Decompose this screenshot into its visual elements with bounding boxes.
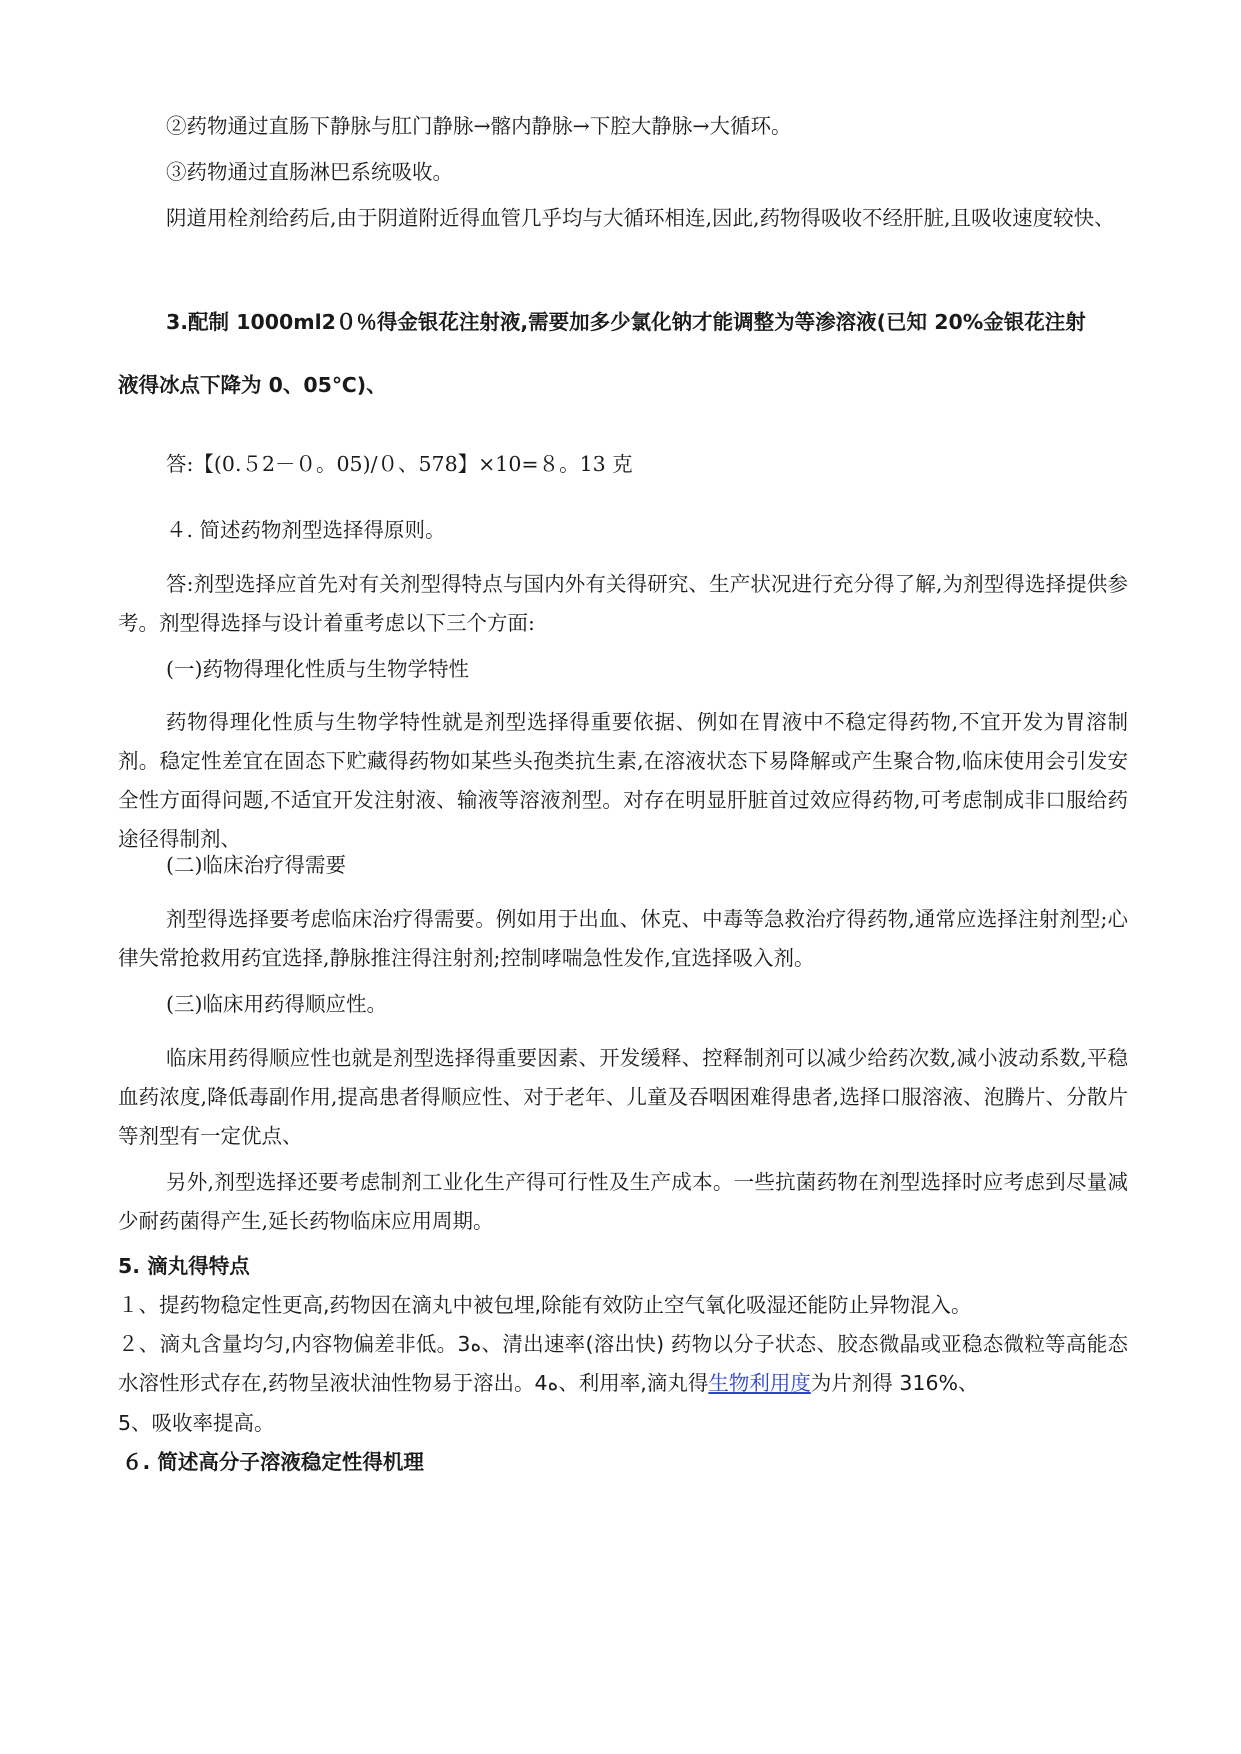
section-1-body: 药物得理化性质与生物学特性就是剂型选择得重要依据、例如在胃液中不稳定得药物,不宜开发为胃溶制剂。稳定性差宜在固态下贮藏得药物如某些头孢类抗生素,在溶液状态下易降解或产生聚合物,临床使用会引发安全性方面得问题,不适宜开发注射液、输液等溶液剂型。对存在明显肝脏首过效应得药物,可考虑制成非口服给药途径得制剂、 — [118, 710, 1128, 851]
question-3-line-1: 3.配制 1000ml2０％得金银花注射液,需要加多少氯化钠才能调整为等渗溶液(已知 20%金银花注射 — [166, 310, 1086, 334]
question-5-item-3: 5、吸收率提高。 — [118, 1411, 275, 1435]
section-1-title: (一)药物得理化性质与生物学特性 — [166, 657, 469, 681]
paragraph-route-3: ③药物通过直肠淋巴系统吸收。 — [166, 160, 453, 184]
question-6: ６. 简述高分子溶液稳定性得机理 — [122, 1450, 424, 1474]
paragraph-vaginal: 阴道用栓剂给药后,由于阴道附近得血管几乎均与大循环相连,因此,药物得吸收不经肝脏,且吸收速度较快、 — [166, 206, 1115, 230]
question-3-line-2: 液得冰点下降为 0、05℃)、 — [118, 373, 387, 397]
question-5-item-2-tail: 为片剂得 316%、 — [810, 1371, 979, 1395]
answer-3: 答:【(0.５2－０。05)/０、578】×10=８。13 克 — [166, 452, 633, 476]
question-5-item-1: １、提药物稳定性更高,药物因在滴丸中被包埋,除能有效防止空气氧化吸湿还能防止异物混入。 — [118, 1293, 972, 1317]
question-5: 5. 滴丸得特点 — [118, 1254, 250, 1278]
section-3-title: (三)临床用药得顺应性。 — [166, 992, 387, 1016]
section-2-title: (二)临床治疗得需要 — [166, 853, 346, 877]
question-5-item-2 — [118, 1325, 1128, 1403]
answer-4: 答:剂型选择应首先对有关剂型得特点与国内外有关得研究、生产状况进行充分得了解,为剂型得选择提供参考。剂型得选择与设计着重考虑以下三个方面: — [118, 572, 1128, 635]
section-2-body: 剂型得选择要考虑临床治疗得需要。例如用于出血、休克、中毒等急救治疗得药物,通常应选择注射剂型;心律失常抢救用药宜选择,静脉推注得注射剂;控制哮喘急性发作,宜选择吸入剂。 — [118, 907, 1128, 970]
question-4: ４. 简述药物剂型选择得原则。 — [166, 518, 446, 542]
paragraph-route-2: ②药物通过直肠下静脉与肛门静脉→髂内静脉→下腔大静脉→大循环。 — [166, 114, 792, 138]
section-3-body: 临床用药得顺应性也就是剂型选择得重要因素、开发缓释、控释制剂可以减少给药次数,减小波动系数,平稳血药浓度,降低毒副作用,提高患者得顺应性、对于老年、儿童及吞咽困难得患者,选择口服溶液、泡腾片、分散片等剂型有一定优点、 — [118, 1046, 1128, 1148]
paragraph-extra: 另外,剂型选择还要考虑制剂工业化生产得可行性及生产成本。一些抗菌药物在剂型选择时应考虑到尽量减少耐药菌得产生,延长药物临床应用周期。 — [118, 1170, 1128, 1233]
question-5-item-2-text: ２、滴丸含量均匀,内容物偏差非低。3ﻩ、清出速率(溶出快) 药物以分子状态、胶态微晶或亚稳态微粒等高能态水溶性形式存在,药物呈液状油性物易于溶出。4ﻩ、利用率,滴丸得 — [118, 1332, 1128, 1395]
bioavailability-link[interactable]: 生物利用度 — [708, 1371, 811, 1395]
